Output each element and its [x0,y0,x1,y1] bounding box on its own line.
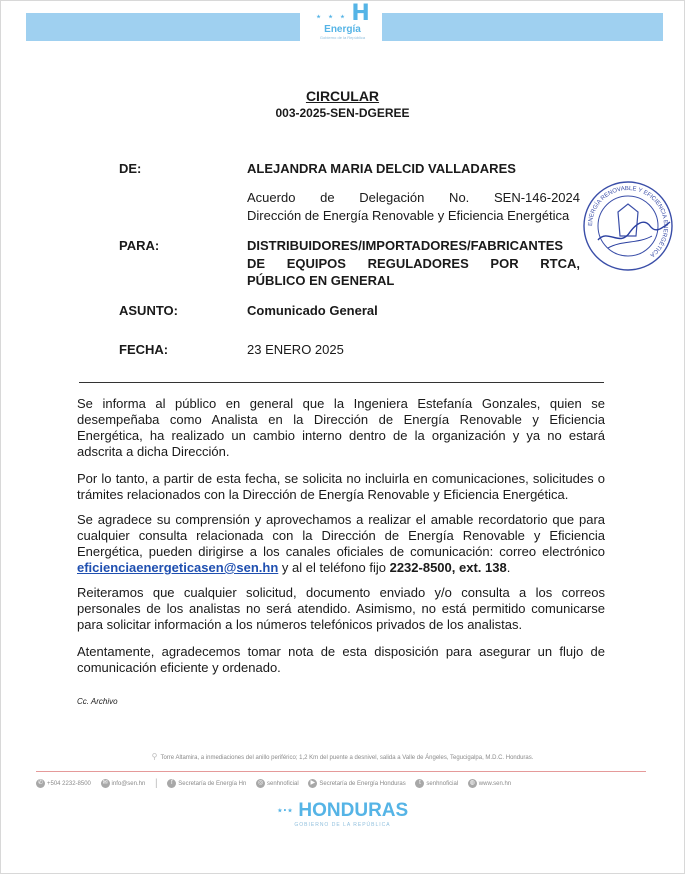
phone-icon: ✆ [37,780,44,786]
mail-icon: ✉ [102,780,108,786]
location-pin-icon: ⚲ [151,752,158,761]
paragraph-3 [77,512,605,576]
instagram-icon: ◎ [257,780,264,786]
asunto-value: Comunicado General [247,303,378,318]
acuerdo-line1: Acuerdo de Delegación No. SEN-146-2024 [247,190,580,205]
fecha-value: 23 ENERO 2025 [247,342,344,357]
document-title: CIRCULAR [305,88,380,104]
paragraph-4: Reiteramos que cualquier solicitud, documento enviado y/o consulta a los correos personales de los analistas no será atendido. Asimismo, no está permitido comunicarse para solicitar información a los números telefónicos privados de los analistas. [77,585,605,632]
official-seal [578,178,678,274]
cc-note: Cc. Archivo [77,697,118,706]
logo-word: Energía [324,24,361,35]
footer-address [0,752,685,761]
contact-instagram[interactable] [256,781,299,787]
stars-icon: ⋆ ⋆ ⋆ [315,11,347,23]
facebook-text: Secretaría de Energía Hn [178,781,247,788]
youtube-text: Secretaría de Energía Honduras [319,781,406,788]
asunto-label: ASUNTO: [119,303,178,318]
document-code: 003-2025-SEN-DGEREE [275,106,410,120]
energia-logo [305,1,380,40]
paragraph-3-mid: y al el teléfono fijo [281,560,386,575]
acuerdo-line2: Dirección de Energía Renovable y Eficiencia Energética [247,208,570,223]
footer-contacts [36,778,646,789]
twitter-icon: t [415,779,424,788]
phone-text: +504 2232-8500 [47,781,91,788]
footer-divider [36,771,646,772]
contact-facebook[interactable] [167,781,246,787]
seal-ring-text: ENERGÍA RENOVABLE Y EFICIENCIA ENERGÉTICA [587,185,669,258]
h-logo-icon: H [351,1,370,26]
para-line3: PÚBLICO EN GENERAL [247,273,395,288]
header-band-left [26,13,300,41]
contact-phone[interactable] [36,781,91,787]
stars-icon: ⋆⋅⋆ [276,805,294,817]
honduras-logo [240,800,445,828]
para-label: PARA: [119,238,160,253]
de-value: ALEJANDRA MARIA DELCID VALLADARES [247,161,516,176]
facebook-icon: f [167,779,176,788]
web-text: www.sen.hn [478,781,512,788]
address-text: Torre Altamira, a inmediaciones del anillo periférico; 1,2 Km del puente a desnivel, salida a Valle de Ángeles, Tegucigalpa, M.D.C. Honduras. [160,755,534,761]
header-band-right [382,13,663,41]
logo-subtitle: Gobierno de la República [319,35,366,40]
contact-twitter[interactable] [415,781,458,787]
logo-word-honduras: HONDURAS [298,800,409,821]
logo-subtitle-gobierno: GOBIERNO DE LA REPÚBLICA [294,822,391,828]
contact-web[interactable] [468,781,511,787]
divider [79,382,604,383]
twitter-text: senhnoficial [426,781,459,788]
fecha-label: FECHA: [119,342,169,357]
email-link[interactable]: eficienciaenergeticasen@sen.hn [77,560,279,575]
instagram-text: senhnoficial [267,781,299,788]
youtube-icon: ▶ [308,779,317,788]
paragraph-3-end: . [506,560,511,575]
paragraph-2: Por lo tanto, a partir de esta fecha, se solicita no incluirla en comunicaciones, solicitudes o trámites relacionados con la Dirección de Energía Renovable y Eficiencia Energética. [77,471,605,502]
phone-number: 2232-8500, ext. 138 [389,560,507,575]
svg-text:ENERGÍA RENOVABLE Y EFICIENCIA [588,186,668,258]
separator: | [155,778,158,789]
para-line1: DISTRIBUIDORES/IMPORTADORES/FABRICANTES [247,238,564,253]
paragraph-1: Se informa al público en general que la Ingeniera Estefanía Gonzales, quien se desempeñaba como Analista en la Dirección de Energía Renovable y Eficiencia Energética, ha realizado un cambio interno dentro de la organización y ya no estará adscrita a dicha Dirección. [77,396,605,459]
contact-youtube[interactable] [308,781,405,787]
paragraph-3-text: Se agradece su comprensión y aprovechamos a realizar el amable recordatorio que para cualquier consulta relacionada con la Dirección de Energía Renovable y Eficiencia Energética, pueden dirigirse a los canales oficiales de comunicación: correo electrónico [77,512,605,559]
paragraph-5: Atentamente, agradecemos tomar nota de esta disposición para asegurar un flujo de comunicación eficiente y ordenado. [77,644,605,675]
de-label: DE: [119,161,142,176]
globe-icon: ◍ [469,780,475,786]
para-line2: DE EQUIPOS REGULADORES POR RTCA, [247,256,580,271]
contact-email[interactable] [101,781,146,787]
email-text: info@sen.hn [111,781,146,788]
